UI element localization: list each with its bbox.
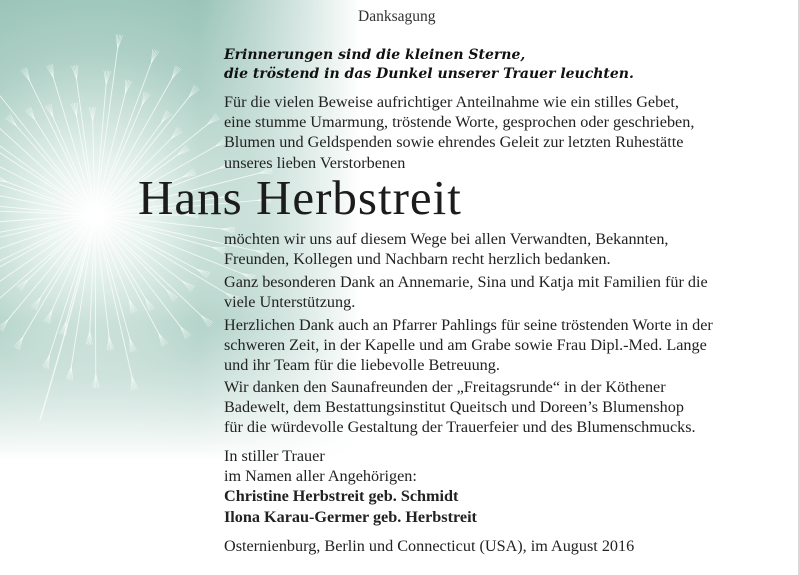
heading-danksagung: Danksagung (358, 8, 436, 25)
special-thanks-paragraph (224, 272, 708, 312)
pastor-thanks-paragraph (224, 315, 713, 376)
intro-line: Blumen und Geldspenden sowie ehrendes Geleit zur letzten Ruhestätte (224, 133, 684, 152)
thanks-line: Freunden, Kollegen und Nachbarn recht herzlich bedanken. (224, 250, 611, 269)
signature-line-in-stiller-trauer: In stiller Trauer (224, 447, 325, 465)
quote-line: die tröstend in das Dunkel unserer Trauer leuchten. (224, 66, 634, 82)
pastor-thanks-line: schweren Zeit, in der Kapelle und am Grabe sowie Frau Dipl.-Med. Lange (224, 336, 707, 355)
intro-line: unseres lieben Verstorbenen (224, 153, 406, 172)
signature-line-angehoerige: im Namen aller Angehörigen: (224, 467, 417, 486)
signatory-name: Christine Herbstreit geb. Schmidt (224, 487, 459, 506)
deceased-name: Hans Herbstreit (138, 170, 462, 225)
place-and-date: Osternienburg, Berlin und Connecticut (USA), im August 2016 (224, 537, 635, 555)
signature-block (224, 446, 477, 527)
intro-line: Für die vielen Beweise aufrichtiger Anteilnahme wie ein stilles Gebet, (224, 93, 679, 111)
quote-line: Erinnerungen sind die kleinen Sterne, (224, 47, 526, 63)
pastor-thanks-line: und ihr Team für die liebevolle Betreuung. (224, 356, 500, 375)
signatory-name: Ilona Karau-Germer geb. Herbstreit (224, 507, 477, 526)
thanks-line: möchten wir uns auf diesem Wege bei allen Verwandten, Bekannten, (224, 230, 669, 248)
pastor-thanks-line: Herzlichen Dank auch an Pfarrer Pahlings für seine tröstenden Worte in der (224, 316, 713, 334)
intro-paragraph (224, 92, 694, 173)
sauna-thanks-line: Badewelt, dem Bestattungsinstitut Queitsch und Doreen’s Blumenshop (224, 398, 684, 417)
sauna-thanks-paragraph (224, 377, 696, 438)
quote (224, 46, 634, 84)
special-thanks-line: viele Unterstützung. (224, 293, 356, 312)
sauna-thanks-line: Wir danken den Saunafreunden der „Freitagsrunde“ in der Köthener (224, 378, 666, 396)
sauna-thanks-line: für die würdevolle Gestaltung der Trauerfeier und des Blumenschmucks. (224, 418, 696, 437)
special-thanks-line: Ganz besonderen Dank an Annemarie, Sina und Katja mit Familien für die (224, 273, 708, 291)
intro-line: eine stumme Umarmung, tröstende Worte, gesprochen oder geschrieben, (224, 113, 695, 132)
thanks-paragraph (224, 229, 668, 269)
